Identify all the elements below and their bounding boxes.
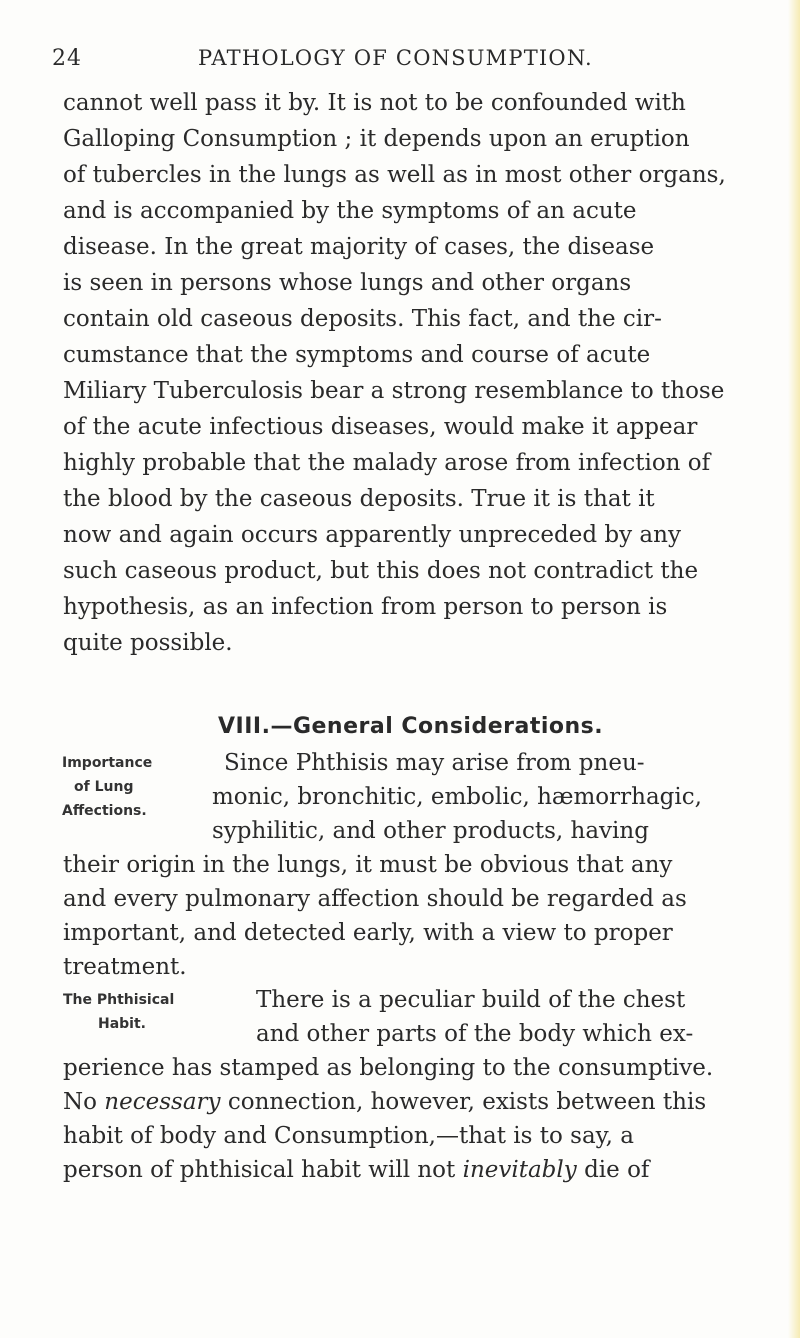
paragraph-line: Galloping Consumption ; it depends upon an eruption [63, 126, 690, 152]
emphasis-text: inevitably [462, 1157, 577, 1183]
paragraph-line: hypothesis, as an infection from person to person is [63, 594, 668, 620]
text-run: connection, however, exists between this [220, 1089, 707, 1115]
paragraph-line: and other parts of the body which ex- [256, 1021, 694, 1047]
paragraph-line: disease. In the great majority of cases, the disease [63, 234, 655, 260]
paragraph-line: of tubercles in the lungs as well as in most other organs, [63, 162, 726, 188]
paragraph-line: Since Phthisis may arise from pneu- [224, 750, 645, 776]
page-edge-shading [788, 0, 800, 1338]
paragraph-line: syphilitic, and other products, having [212, 818, 649, 844]
paragraph-line: now and again occurs apparently unpreceded by any [63, 522, 681, 548]
paragraph-line: is seen in persons whose lungs and other organs [63, 270, 632, 296]
section-heading: VIII.—General Considerations. [218, 714, 604, 739]
paragraph-line [63, 1157, 649, 1183]
paragraph-line: monic, bronchitic, embolic, hæmorrhagic, [212, 784, 702, 810]
sidenote-line: Habit. [98, 1016, 146, 1032]
paragraph-line: the blood by the caseous deposits. True it is that it [63, 486, 655, 512]
paragraph-line: highly probable that the malady arose from infection of [63, 450, 711, 476]
paragraph-line: of the acute infectious diseases, would make it appear [63, 414, 698, 440]
paragraph-line: treatment. [63, 954, 187, 980]
paragraph-line: perience has stamped as belonging to the consumptive. [63, 1055, 714, 1081]
paragraph-line: Miliary Tuberculosis bear a strong resemblance to those [63, 378, 725, 404]
paragraph-line: contain old caseous deposits. This fact, and the cir- [63, 306, 662, 332]
sidenote-line: Importance [62, 755, 153, 771]
text-run: No [63, 1089, 105, 1115]
text-run: person of phthisical habit will not [63, 1157, 463, 1183]
sidenote-line: of Lung [74, 779, 134, 795]
paragraph-line: their origin in the lungs, it must be obvious that any [63, 852, 673, 878]
sidenote-line: Affections. [62, 803, 147, 819]
paragraph-line: cannot well pass it by. It is not to be confounded with [63, 90, 686, 116]
emphasis-text: necessary [104, 1089, 221, 1115]
sidenote-line: The Phthisical [63, 992, 175, 1008]
running-title: PATHOLOGY OF CONSUMPTION. [198, 46, 593, 70]
paragraph-line: important, and detected early, with a view to proper [63, 920, 673, 946]
paragraph-line: and is accompanied by the symptoms of an acute [63, 198, 637, 224]
paragraph-line: and every pulmonary affection should be regarded as [63, 886, 687, 912]
paragraph-line: quite possible. [63, 630, 233, 656]
text-run: die of [576, 1157, 650, 1183]
paragraph-line: There is a peculiar build of the chest [256, 987, 686, 1013]
paragraph-line: such caseous product, but this does not contradict the [63, 558, 699, 584]
paragraph-line: cumstance that the symptoms and course of acute [63, 342, 651, 368]
paragraph-line: habit of body and Consumption,—that is to say, a [63, 1123, 634, 1149]
paragraph-line [63, 1089, 706, 1115]
page-number: 24 [52, 46, 82, 71]
